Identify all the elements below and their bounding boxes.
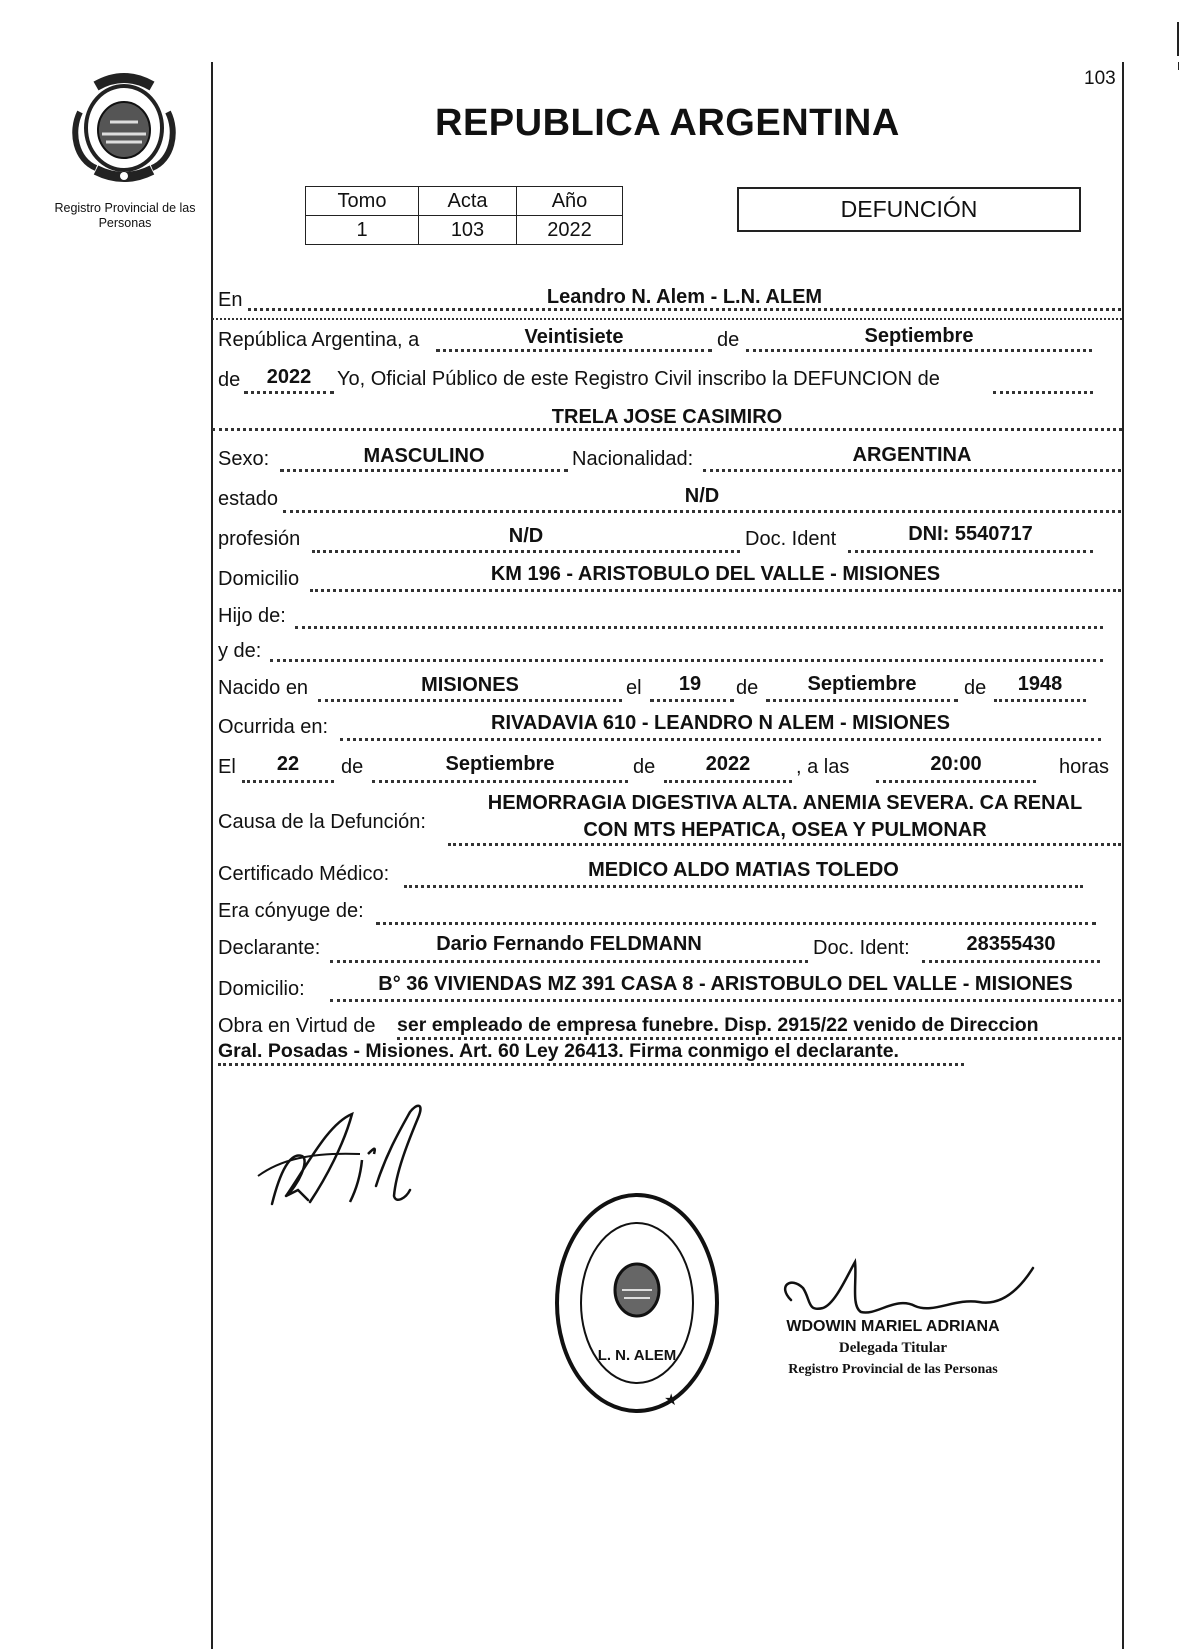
- obra-line-2-underline: [218, 1063, 964, 1066]
- obra-line-2: Gral. Posadas - Misiones. Art. 60 Ley 26413. Firma conmigo el declarante.: [218, 1040, 899, 1062]
- nacionalidad-value: ARGENTINA: [852, 444, 972, 466]
- registry-caption: Registro Provincial de las Personas: [54, 201, 196, 230]
- en-label: En: [218, 289, 243, 311]
- statement-text: Yo, Oficial Público de este Registro Civil inscribo la DEFUNCION de: [337, 368, 940, 390]
- nacido-dia-value: 19: [678, 673, 702, 695]
- hijo-de-line: [295, 626, 1103, 629]
- domicilio-label: Domicilio: [218, 568, 300, 590]
- y-de-label: y de:: [218, 640, 262, 662]
- y-de-line: [270, 659, 1103, 662]
- official-role: Delegada Titular: [838, 1340, 948, 1356]
- edge-mark: [1177, 22, 1179, 56]
- def-anio-line: [664, 780, 792, 783]
- hijo-de-label: Hijo de:: [218, 605, 286, 627]
- nacido-dia-line: [650, 699, 734, 702]
- page-title: REPUBLICA ARGENTINA: [435, 102, 900, 144]
- def-mes-value: Septiembre: [445, 753, 555, 775]
- declarant-signature: [250, 1094, 450, 1222]
- profesion-label: profesión: [218, 528, 301, 550]
- month-value: Septiembre: [864, 325, 974, 347]
- def-dia-value: 22: [276, 753, 300, 775]
- def-dia-line: [242, 780, 334, 783]
- tomo-value: 1: [306, 216, 419, 245]
- deceased-name: TRELA JOSE CASIMIRO: [551, 406, 783, 428]
- anio-value: 2022: [517, 216, 623, 245]
- estado-label: estado: [218, 488, 279, 510]
- estado-value: N/D: [684, 485, 720, 507]
- profesion-line: [312, 550, 740, 553]
- declarante-label: Declarante:: [218, 937, 321, 959]
- declarante-domicilio-label: Domicilio:: [218, 978, 305, 1000]
- declarante-line: [330, 960, 808, 963]
- de-label: de: [964, 677, 987, 699]
- name-line: [212, 428, 1122, 431]
- delegation-stamp: [552, 1190, 722, 1416]
- right-margin-line: [1122, 62, 1124, 1649]
- doc-ident-label: Doc. Ident: [745, 528, 837, 550]
- domicilio-line: [310, 589, 1121, 592]
- misiones-emblem: [66, 72, 182, 184]
- de-label: de: [341, 756, 364, 778]
- declarante-domicilio-value: B° 36 VIVIENDAS MZ 391 CASA 8 - ARISTOBULO DEL VALLE - MISIONES: [378, 973, 1073, 995]
- el-label: el: [626, 677, 642, 699]
- doc-ident-value: DNI: 5540717: [908, 523, 1033, 545]
- doc-ident-line: [848, 550, 1093, 553]
- separator-line: [212, 318, 1122, 320]
- def-hora-line: [876, 780, 1036, 783]
- profesion-value: N/D: [508, 525, 544, 547]
- anio-header: Año: [517, 187, 623, 216]
- declarante-domicilio-line: [330, 999, 1121, 1002]
- stamp-office-text: L. N. ALEM: [597, 1347, 677, 1364]
- de-label: de: [633, 756, 656, 778]
- declarante-doc-label: Doc. Ident:: [813, 937, 910, 959]
- month-line: [746, 349, 1092, 352]
- svg-text:★: ★: [664, 1392, 679, 1409]
- nacionalidad-line: [703, 469, 1121, 472]
- def-mes-line: [372, 780, 628, 783]
- nacido-mes-line: [766, 699, 958, 702]
- certificado-label: Certificado Médico:: [218, 863, 390, 885]
- official-office: Registro Provincial de las Personas: [788, 1362, 998, 1377]
- page-number: 103: [1084, 68, 1116, 89]
- ocurrida-label: Ocurrida en:: [218, 716, 329, 738]
- year-line: [244, 391, 334, 394]
- a-las-label: , a las: [796, 756, 850, 778]
- sexo-label: Sexo:: [218, 448, 270, 470]
- declarante-value: Dario Fernando FELDMANN: [436, 933, 702, 955]
- declarante-doc-line: [922, 960, 1100, 963]
- conyuge-label: Era cónyuge de:: [218, 900, 364, 922]
- obra-label: Obra en Virtud de: [218, 1015, 376, 1037]
- el-cap-label: El: [218, 756, 236, 778]
- nacido-lugar-line: [318, 699, 622, 702]
- nacido-anio-value: 1948: [1017, 673, 1063, 695]
- declarante-doc-value: 28355430: [966, 933, 1056, 955]
- conyuge-line: [376, 922, 1096, 925]
- place-value: Leandro N. Alem - L.N. ALEM: [546, 286, 823, 308]
- year-value: 2022: [266, 366, 312, 388]
- def-hora-value: 20:00: [930, 753, 982, 775]
- left-margin-line: [211, 62, 213, 1649]
- tomo-header: Tomo: [306, 187, 419, 216]
- de-label: de: [736, 677, 759, 699]
- day-value: Veintisiete: [524, 326, 624, 348]
- estado-line: [283, 510, 1121, 513]
- ocurrida-line: [340, 738, 1101, 741]
- nacido-lugar-value: MISIONES: [421, 674, 519, 696]
- edge-mark: [1178, 62, 1179, 70]
- obra-line-1: ser empleado de empresa funebre. Disp. 2915/22 venido de Direccion: [397, 1014, 1039, 1036]
- domicilio-value: KM 196 - ARISTOBULO DEL VALLE - MISIONES: [490, 563, 941, 585]
- de-label: de: [218, 369, 241, 391]
- causa-line-1: HEMORRAGIA DIGESTIVA ALTA. ANEMIA SEVERA. CA RENAL: [487, 792, 1083, 814]
- causa-line-2: CON MTS HEPATICA, OSEA Y PULMONAR: [583, 819, 987, 841]
- record-table: [305, 186, 623, 245]
- de-label: de: [717, 329, 740, 351]
- record-type-box: DEFUNCIÓN: [737, 187, 1081, 232]
- acta-header: Acta: [419, 187, 517, 216]
- day-line: [436, 349, 712, 352]
- statement-line: [993, 391, 1093, 394]
- ocurrida-value: RIVADAVIA 610 - LEANDRO N ALEM - MISIONES: [491, 712, 950, 734]
- certificado-value: MEDICO ALDO MATIAS TOLEDO: [588, 859, 899, 881]
- horas-label: horas: [1059, 756, 1110, 778]
- official-name: WDOWIN MARIEL ADRIANA: [786, 1318, 1000, 1335]
- certificado-line: [404, 885, 1083, 888]
- republica-label: República Argentina, a: [218, 329, 420, 351]
- causa-label: Causa de la Defunción:: [218, 811, 426, 833]
- def-anio-value: 2022: [705, 753, 751, 775]
- sexo-value: MASCULINO: [363, 445, 485, 467]
- acta-value: 103: [419, 216, 517, 245]
- nacionalidad-label: Nacionalidad:: [572, 448, 694, 470]
- causa-line: [448, 843, 1121, 846]
- nacido-mes-value: Septiembre: [807, 673, 917, 695]
- sexo-line: [280, 469, 568, 472]
- nacido-anio-line: [994, 699, 1086, 702]
- nacido-label: Nacido en: [218, 677, 309, 699]
